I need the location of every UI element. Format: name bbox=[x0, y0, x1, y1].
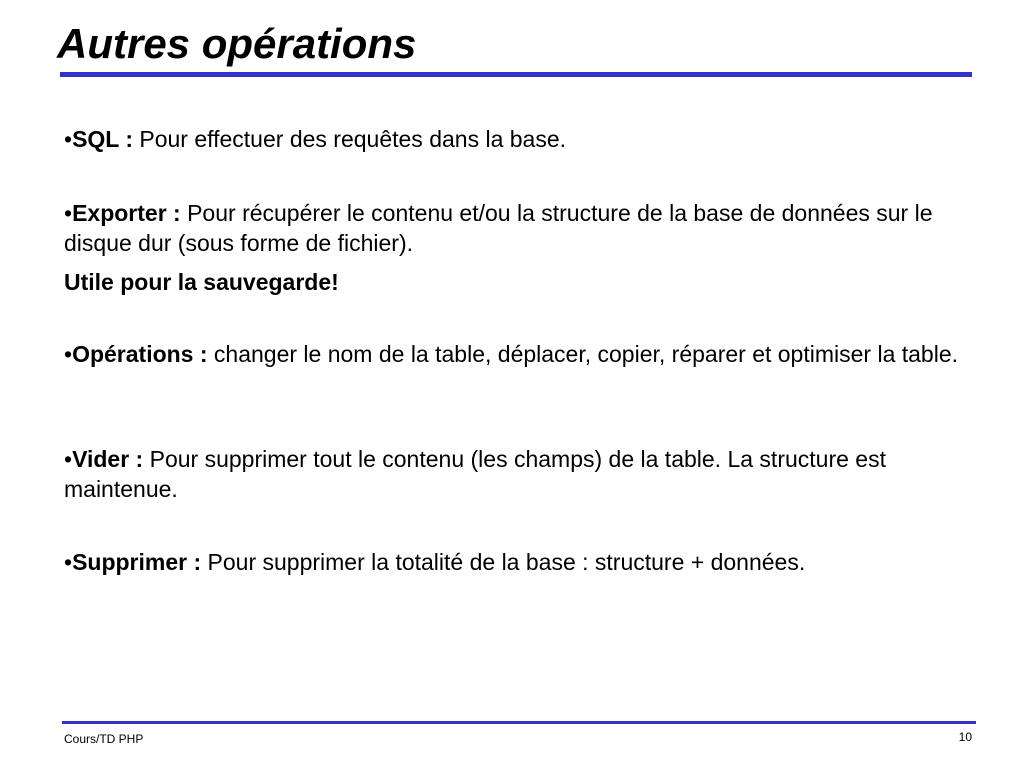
item-term: Opérations : bbox=[72, 341, 208, 367]
list-item-vider bbox=[64, 444, 974, 504]
bullet: • bbox=[64, 126, 73, 152]
list-item-exporter bbox=[64, 198, 974, 258]
item-term: Exporter : bbox=[72, 200, 181, 226]
slide-title: Autres opérations bbox=[57, 20, 417, 67]
list-item-operations bbox=[64, 339, 974, 369]
item-description: Pour supprimer la totalité de la base : structure + données. bbox=[201, 549, 806, 575]
footer-course-label: Cours/TD PHP bbox=[64, 732, 144, 746]
bullet: • bbox=[64, 200, 73, 226]
title-divider bbox=[60, 72, 972, 77]
bullet: • bbox=[64, 341, 73, 367]
item-description: Pour récupérer le contenu et/ou la structure de la base de données sur le disque dur (sous forme de fichier). bbox=[64, 200, 933, 256]
item-description: changer le nom de la table, déplacer, copier, réparer et optimiser la table. bbox=[207, 341, 959, 367]
item-term: Vider : bbox=[72, 446, 144, 472]
item-description: Pour supprimer tout le contenu (les champs) de la table. La structure est maintenue. bbox=[64, 446, 886, 502]
item-term: Supprimer : bbox=[72, 549, 202, 575]
page-number: 10 bbox=[958, 730, 972, 744]
list-item-sql bbox=[64, 124, 974, 154]
list-item-supprimer bbox=[64, 547, 974, 577]
export-note bbox=[64, 267, 974, 297]
item-description: Pour effectuer des requêtes dans la base. bbox=[132, 126, 567, 152]
footer-divider bbox=[62, 721, 976, 724]
bullet: • bbox=[64, 446, 73, 472]
bullet: • bbox=[64, 549, 73, 575]
note-text: Utile pour la sauvegarde! bbox=[64, 269, 339, 295]
item-term: SQL : bbox=[72, 126, 133, 152]
